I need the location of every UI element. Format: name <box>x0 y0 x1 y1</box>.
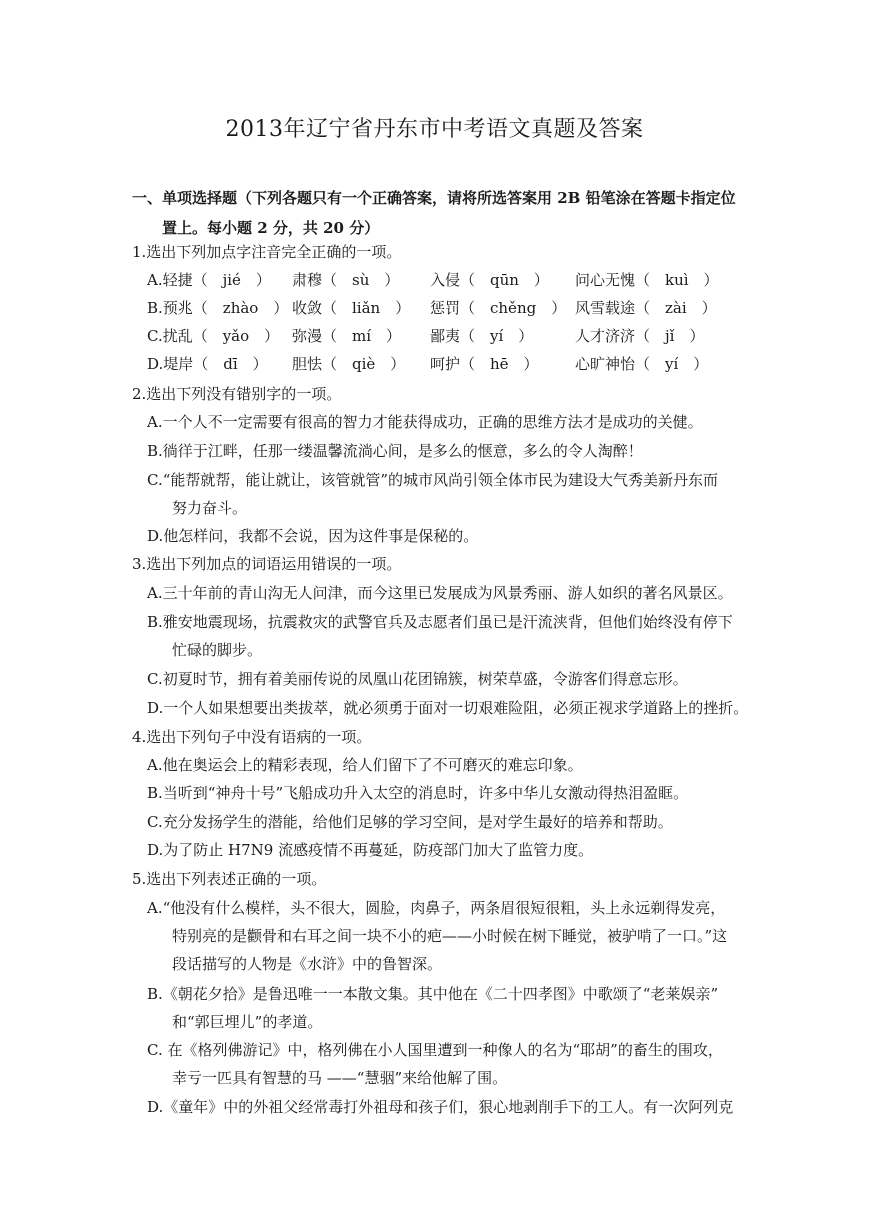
q1-c-item4: 人才济济（ jǐ ） <box>575 327 705 345</box>
q5-option-a-line2: 特别亮的是颧骨和右耳之间一块不小的疤——小时候在树下睡觉，被驴啃了一口。”这 <box>172 927 728 945</box>
q1-b-item1: B.预兆（ zhào ） <box>147 299 289 317</box>
q5-option-b-line1: B.《朝花夕拾》是鲁迅唯一一本散文集。其中他在《二十四孝图》中歌颂了“老莱娱亲” <box>147 985 719 1003</box>
q2-option-b: B.徜徉于江畔，任那一缕温馨流淌心间，是多么的惬意，多么的令人淘醉！ <box>147 442 643 460</box>
q1-option-row-d <box>147 350 747 378</box>
q5-option-a-line3: 段话描写的人物是《水浒》中的鲁智深。 <box>172 955 443 973</box>
q1-b-item3: 惩罚（ chěng ） <box>430 299 567 317</box>
q1-option-row-c <box>147 322 747 350</box>
q1-c-item1: C.扰乱（ yǎo ） <box>147 327 280 345</box>
q3-option-c: C.初夏时节，拥有着美丽传说的凤凰山花团锦簇，树荣草盛，令游客们得意忘形。 <box>147 670 688 688</box>
q2-option-c-line1: C.“能帮就帮，能让就让，该管就管”的城市风尚引领全体市民为建设大气秀美新丹东而 <box>147 471 719 489</box>
q1-c-item2: 弥漫（ mí ） <box>292 327 402 345</box>
q3-option-b-line2: 忙碌的脚步。 <box>172 641 263 659</box>
q5-option-c-line2: 幸亏一匹具有智慧的马 ——“慧骃”来给他解了围。 <box>172 1069 508 1087</box>
q3-option-a: A.三十年前的青山沟无人问津，而今这里已发展成为风景秀丽、游人如织的著名风景区。 <box>147 584 733 602</box>
q2-option-c-line2: 努力奋斗。 <box>172 499 248 517</box>
q1-d-item2: 胆怯（ qiè ） <box>292 355 406 373</box>
section-heading-line1: 一、单项选择题（下列各题只有一个正确答案，请将所选答案用 2B 铅笔涂在答题卡指定位 <box>132 189 736 207</box>
q5-option-c-line1: C. 在《格列佛游记》中，格列佛在小人国里遭到一种像人的名为“耶胡”的畜生的围攻， <box>147 1041 723 1059</box>
q2-option-d: D.他怎样问，我都不会说，因为这件事是保秘的。 <box>147 527 479 545</box>
q1-b-item2: 收敛（ liǎn ） <box>292 299 411 317</box>
q2-option-a: A.一个人不一定需要有很高的智力才能获得成功，正确的思维方法才是成功的关健。 <box>147 413 703 431</box>
q1-d-item4: 心旷神怡（ yí ） <box>575 355 709 373</box>
q1-b-item4: 风雪载途（ zài ） <box>575 299 717 317</box>
q4-option-d: D.为了防止 H7N9 流感疫情不再蔓延，防疫部门加大了监管力度。 <box>147 841 594 859</box>
q2-stem: 2.选出下列没有错别字的一项。 <box>132 385 342 403</box>
q1-a-item4: 问心无愧（ kuì ） <box>575 271 719 289</box>
q1-a-item3: 入侵（ qūn ） <box>430 271 549 289</box>
q1-c-item3: 鄙夷（ yí ） <box>430 327 534 345</box>
q1-option-row-b <box>147 294 747 322</box>
q3-option-d: D.一个人如果想要出类拔萃，就必须勇于面对一切艰难险阻，必须正视求学道路上的挫折。 <box>147 699 749 717</box>
q1-option-row-a <box>147 266 747 294</box>
q1-stem: 1.选出下列加点字注音完全正确的一项。 <box>132 243 402 261</box>
q5-option-b-line2: 和“郭巨埋儿”的孝道。 <box>172 1013 323 1031</box>
q4-option-a: A.他在奥运会上的精彩表现，给人们留下了不可磨灭的难忘印象。 <box>147 756 583 774</box>
q4-option-c: C.充分发扬学生的潜能，给他们足够的学习空间，是对学生最好的培养和帮助。 <box>147 813 673 831</box>
q4-stem: 4.选出下列句子中没有语病的一项。 <box>132 728 372 746</box>
section-heading-line2: 置上。每小题 2 分，共 20 分） <box>162 219 380 237</box>
q3-option-b-line1: B.雅安地震现场，抗震救灾的武警官兵及志愿者们虽已是汗流浃背，但他们始终没有停下 <box>147 613 733 631</box>
q1-a-item1: A.轻捷（ jié ） <box>147 271 271 289</box>
q1-a-item2: 肃穆（ sù ） <box>292 271 400 289</box>
q5-option-d-line1: D.《童年》中的外祖父经常毒打外祖母和孩子们，狠心地剥削手下的工人。有一次阿列克 <box>147 1098 734 1116</box>
q3-stem: 3.选出下列加点的词语运用错误的一项。 <box>132 555 402 573</box>
section-heading <box>132 183 752 243</box>
document-title: 2013年辽宁省丹东市中考语文真题及答案 <box>225 117 644 142</box>
q5-stem: 5.选出下列表述正确的一项。 <box>132 870 327 888</box>
q1-d-item3: 呵护（ hē ） <box>430 355 539 373</box>
q4-option-b: B.当听到“神舟十号”飞船成功升入太空的消息时，许多中华儿女激动得热泪盈眶。 <box>147 784 689 802</box>
q1-d-item1: D.堤岸（ dī ） <box>147 355 268 373</box>
q5-option-a-line1: A.“他没有什么模样，头不很大，圆脸，肉鼻子，两条眉很短很粗，头上永远剃得发亮， <box>147 899 726 917</box>
